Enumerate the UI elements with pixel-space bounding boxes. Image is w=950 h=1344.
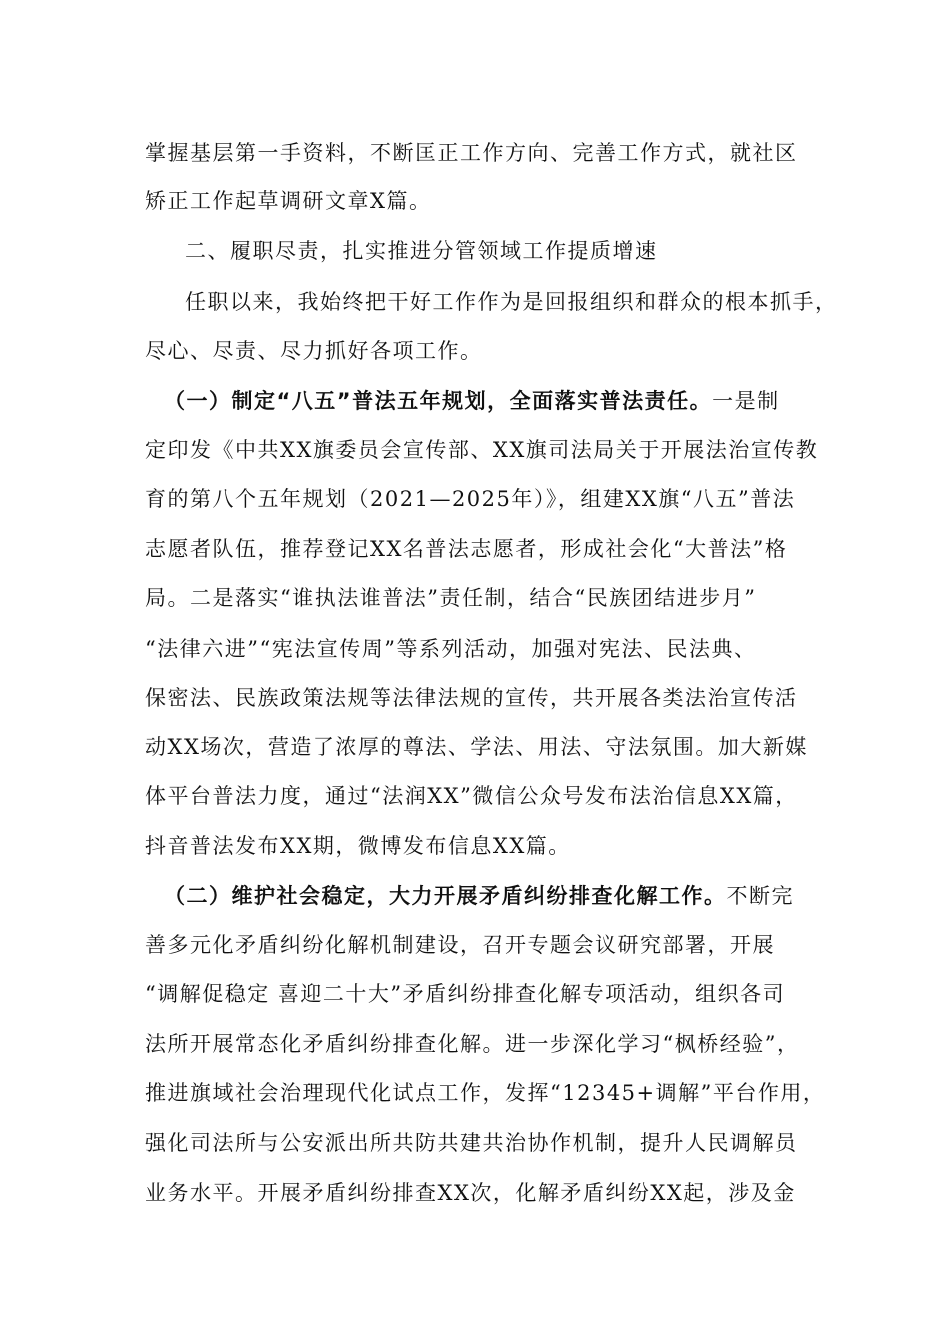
line-text: 育的第八个五年规划（2021—2025年）》，组建XX旗“八五”普法 <box>145 487 796 511</box>
line-text: 推进旗域社会治理现代化试点工作，发挥“12345+调解”平台作用， <box>145 1081 826 1105</box>
line-text: 定印发《中共XX旗委员会宣传部、XX旗司法局关于开展法治宣传教 <box>145 438 819 462</box>
line-text: 不断完 <box>726 884 794 908</box>
line-text: 矫正工作起草调研文章X篇。 <box>145 189 432 213</box>
line-text: 保密法、民族政策法规等法律法规的宣传，共开展各类法治宣传活 <box>145 686 798 710</box>
line-text: 体平台普法力度，通过“法润XX”微信公众号发布法治信息XX篇， <box>145 784 798 808</box>
line-text: 抖音普法发布XX期，微博发布信息XX篇。 <box>145 834 571 858</box>
line-text: 一是制 <box>712 389 780 413</box>
line-text: 志愿者队伍，推荐登记XX名普法志愿者，形成社会化“大普法”格 <box>145 537 788 561</box>
line-text: 尽心、尽责、尽力抓好各项工作。 <box>145 339 483 363</box>
line-text: “法律六进”“宪法宣传周”等系列活动，加强对宪法、民法典、 <box>145 637 757 661</box>
line-text: “调解促稳定 喜迎二十大”矛盾纠纷排查化解专项活动，组织各司 <box>145 982 786 1006</box>
section-heading-text: 二、履职尽责，扎实推进分管领域工作提质增速 <box>185 239 658 263</box>
line-text: 掌握基层第一手资料，不断匡正工作方向、完善工作方式，就社区 <box>145 141 798 165</box>
line-text: 动XX场次，营造了浓厚的尊法、学法、用法、守法氛围。加大新媒 <box>145 735 808 759</box>
line-text: 局。二是落实“谁执法谁普法”责任制，结合“民族团结进步月” <box>145 586 757 610</box>
line-text: 善多元化矛盾纠纷化解机制建设，召开专题会议研究部署，开展 <box>145 933 775 957</box>
line-text: 强化司法所与公安派出所共防共建共治协作机制，提升人民调解员 <box>145 1131 798 1155</box>
line-text: 法所开展常态化矛盾纠纷排查化解。进一步深化学习“枫桥经验”， <box>145 1032 800 1056</box>
line-text: 任职以来，我始终把干好工作作为是回报组织和群众的根本抓手， <box>185 290 838 314</box>
item-heading: （二）维护社会稳定，大力开展矛盾纠纷排查化解工作。 <box>164 884 727 908</box>
item-heading: （一）制定“八五”普法五年规划，全面落实普法责任。 <box>164 389 713 413</box>
line-text: 业务水平。开展矛盾纠纷排查XX次，化解矛盾纠纷XX起，涉及金 <box>145 1181 796 1205</box>
